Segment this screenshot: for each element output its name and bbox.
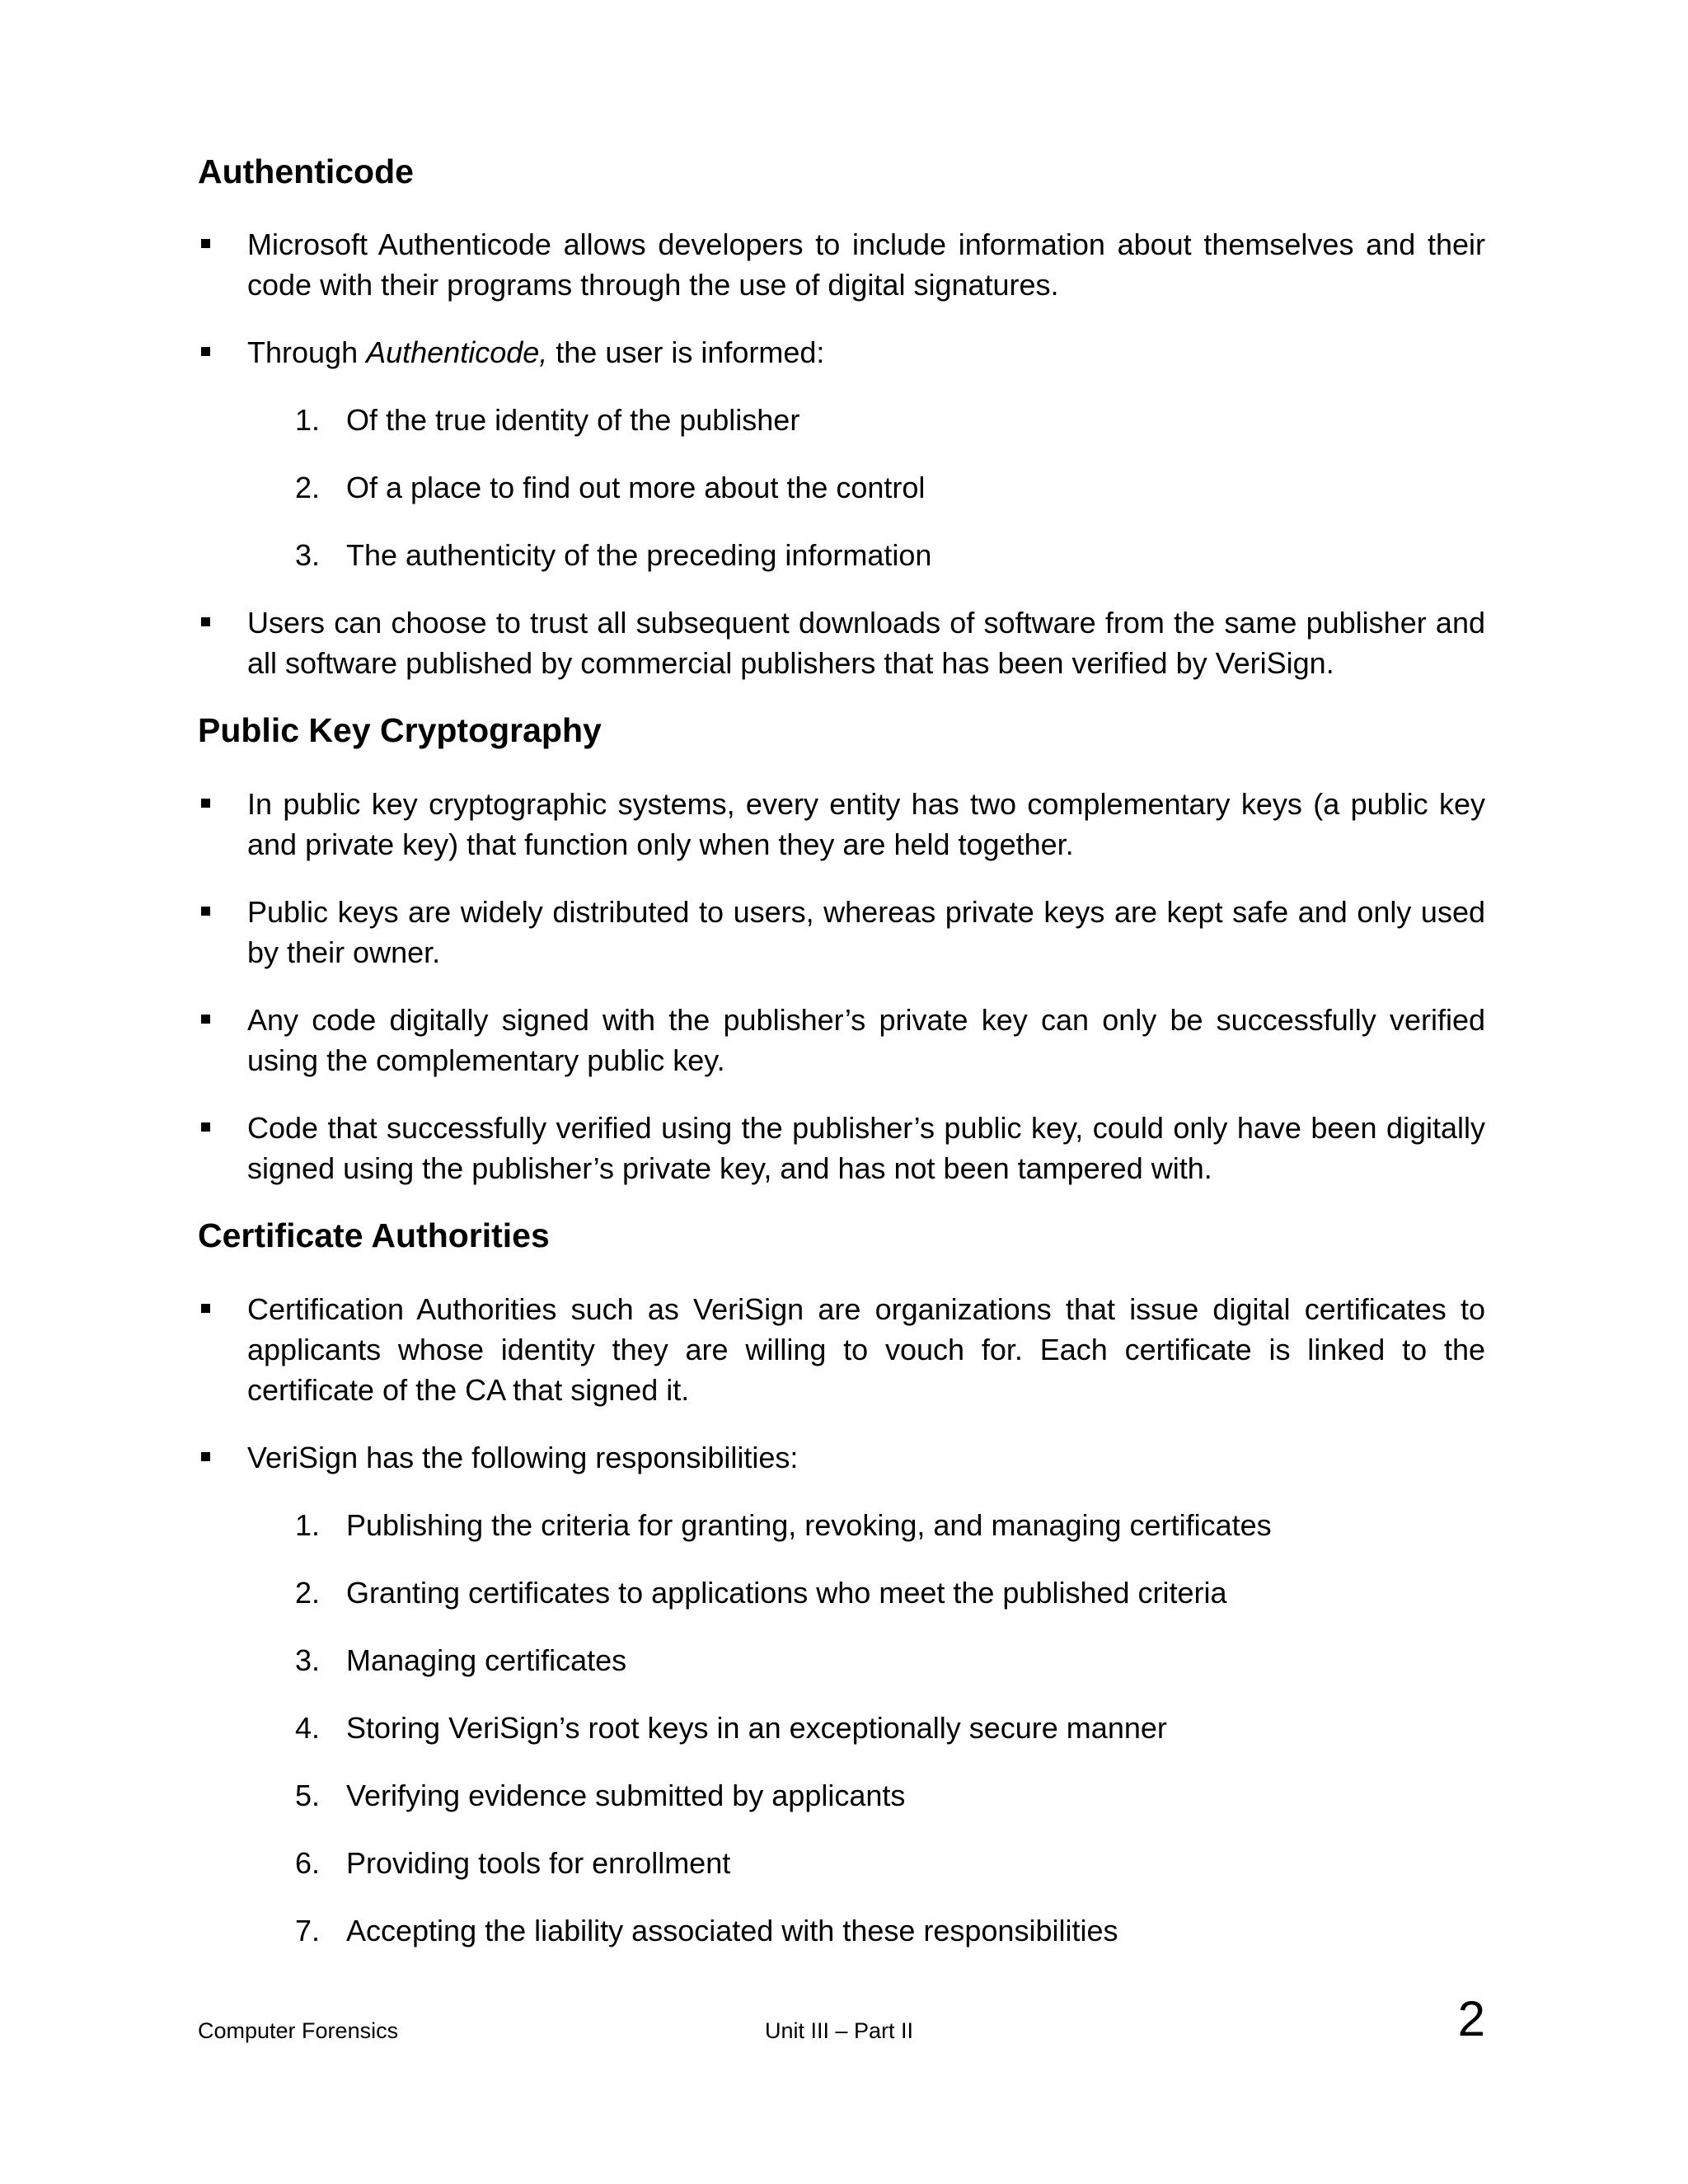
- numbered-item: 5. Verifying evidence submitted by applicants: [295, 1779, 906, 1812]
- list-item: [198, 1108, 1485, 1188]
- bullet-text: Users can choose to trust all subsequent downloads of software from the same publisher and all software published by commercial publishers that has been verified by VeriSign.: [247, 606, 1485, 680]
- list-item: [198, 602, 1485, 683]
- list-item: [198, 1437, 1485, 1478]
- section-heading-certificate-authorities: Certificate Authorities: [198, 1216, 550, 1254]
- square-bullet-icon: [201, 907, 210, 916]
- numbered-item: 6. Providing tools for enrollment: [295, 1846, 731, 1880]
- list-item: [198, 224, 1485, 305]
- bullet-text: Public keys are widely distributed to users, whereas private keys are kept safe and only used by their owner.: [247, 895, 1485, 969]
- square-bullet-icon: [201, 347, 210, 356]
- list-item: [198, 1000, 1485, 1080]
- bullet-text: Any code digitally signed with the publisher’s private key can only be successfully verified using the complementary public key.: [247, 1003, 1485, 1077]
- square-bullet-icon: [201, 239, 210, 248]
- square-bullet-icon: [201, 1015, 210, 1024]
- numbered-item: 7. Accepting the liability associated with these responsibilities: [295, 1914, 1118, 1947]
- numbered-item: 4. Storing VeriSign’s root keys in an exceptionally secure manner: [295, 1711, 1167, 1745]
- square-bullet-icon: [201, 1122, 210, 1132]
- page-number: 2: [1457, 1991, 1485, 2046]
- section-heading-authenticode: Authenticode: [198, 152, 414, 190]
- numbered-item: 3. Managing certificates: [295, 1643, 627, 1677]
- numbered-item: 1. Publishing the criteria for granting, revoking, and managing certificates: [295, 1508, 1272, 1542]
- numbered-item: 2. Of a place to find out more about the control: [295, 471, 926, 504]
- list-item: [198, 892, 1485, 972]
- bullet-text: VeriSign has the following responsibilities:: [247, 1441, 799, 1474]
- bullet-text: Microsoft Authenticode allows developers to include information about themselves and their code with their programs through the use of digital signatures.: [247, 227, 1485, 302]
- bullet-text: Through Authenticode, the user is informed:: [247, 335, 825, 369]
- list-item: [198, 332, 1485, 373]
- numbered-item: 1. Of the true identity of the publisher: [295, 403, 800, 437]
- footer-course-title: Computer Forensics: [198, 2018, 399, 2043]
- square-bullet-icon: [201, 617, 210, 626]
- numbered-item: 3. The authenticity of the preceding information: [295, 538, 932, 572]
- list-item: [198, 1289, 1485, 1410]
- footer-unit: Unit III – Part II: [765, 2018, 914, 2043]
- bullet-text: Certification Authorities such as VeriSign are organizations that issue digital certificates to applicants whose identity they are willing to vouch for. Each certificate is linked to the certificate of the CA that signed it.: [247, 1292, 1485, 1407]
- bullet-text: Code that successfully verified using the publisher’s public key, could only have been digitally signed using the publisher’s private key, and has not been tampered with.: [247, 1111, 1485, 1185]
- numbered-item: 2. Granting certificates to applications who meet the published criteria: [295, 1576, 1227, 1610]
- square-bullet-icon: [201, 1452, 210, 1461]
- section-heading-public-key-cryptography: Public Key Cryptography: [198, 711, 602, 749]
- list-item: [198, 784, 1485, 865]
- square-bullet-icon: [201, 1304, 210, 1313]
- square-bullet-icon: [201, 799, 210, 808]
- bullet-text: In public key cryptographic systems, every entity has two complementary keys (a public key and private key) that function only when they are held together.: [247, 787, 1485, 861]
